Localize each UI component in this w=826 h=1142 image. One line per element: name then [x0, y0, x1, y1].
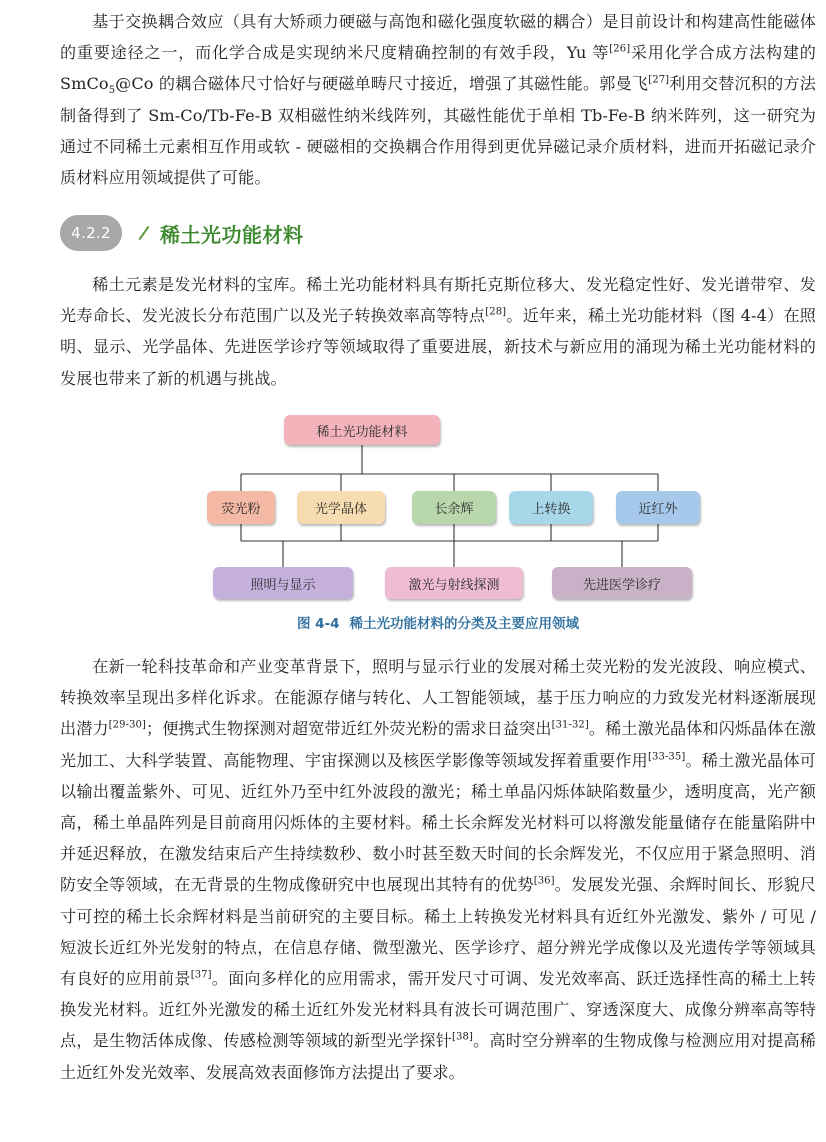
citation-29-30[interactable]: [29-30]: [108, 720, 147, 732]
text-run: 。面向多样化的应用需求，需开发尺寸可调、发光效率高、跃迁选择性高的稀土上转换发光材料。近红外光激发的稀土近红外发光材料具有波长可调范围广、穿透深度大、成像分辨率高等特点，是生物活体成像、传感检测等领域的新型光学探针: [60, 969, 816, 1051]
citation-36[interactable]: [36]: [533, 876, 555, 888]
subscript-5: 5: [108, 85, 116, 97]
text-run: 基于交换耦合效应（具有大矫顽力硬磁与高饱和磁化强度软磁的耦合）是目前设计和构建高性能磁体的重要途径之一，而化学合成是实现纳米尺度精确控制的有效手段，Yu 等: [60, 12, 816, 63]
text-run: ；便携式生物探测对超宽带近红外荧光粉的需求日益突出: [146, 719, 552, 739]
figure-caption-text: 稀土光功能材料的分类及主要应用领域: [349, 616, 580, 632]
text-run: 。稀土激光晶体和闪烁晶体在激光加工、大科学装置、高能物理、宇宙探测以及核医学影像等领域发挥着重要作用: [60, 719, 817, 770]
text-run: 采用化学合成方法构建的 SmCo: [60, 43, 817, 94]
citation-31-32[interactable]: [31-32]: [551, 720, 589, 732]
node-material-long-afterglow: 长余辉: [412, 491, 496, 524]
text-run: 。发展发光强、余辉时间长、形貌尺寸可控的稀土长余辉材料是当前研究的主要目标。稀土上转换发光材料具有近红外光激发、紫外 / 可见 / 短波长近红外光发射的特点，在信息存储、微型激光、医学诊疗、超分辨光学成像以及光遗传学等领域具有良好的应用前景: [60, 875, 816, 989]
paragraph-exchange-coupling: [60, 6, 816, 193]
section-number-badge: 4.2.2: [60, 215, 122, 251]
text-run: @Co 的耦合磁体尺寸恰好与硬磁单畴尺寸接近，增强了其磁性能。郭曼飞: [115, 74, 649, 94]
text-run: 利用交替沉积的方法制备得到了 Sm-Co/Tb-Fe-B 双相磁性纳米线阵列，其磁性能优于单相 Tb-Fe-B 纳米阵列，这一研究为通过不同稀土元素相互作用或软 - 硬磁相的交换耦合作用得到更优异磁记录介质材料，进而开拓磁记录介质材料应用领域提供了可能。: [60, 74, 816, 188]
text-run: 。高时空分辨率的生物成像与检测应用对提高稀土近红外发光效率、发展高效表面修饰方法提出了要求。: [60, 1031, 816, 1082]
figure-caption: [60, 612, 816, 632]
figure-4-4-diagram: [204, 407, 740, 607]
node-material-phosphor: 荧光粉: [207, 491, 275, 524]
citation-27[interactable]: [27]: [648, 75, 670, 87]
text-run: 在新一轮科技革命和产业变革背景下，照明与显示行业的发展对稀土荧光粉的发光波段、响应模式、转换效率呈现出多样化诉求。在能源存储与转化、人工智能领域，基于压力响应的力致发光材料逐渐展现出潜力: [60, 657, 816, 739]
text-run: 。近年来，稀土光功能材料（图 4-4）在照明、显示、光学晶体、先进医学诊疗等领域取得了重要进展，新技术与新应用的涌现为稀土光功能材料的发展也带来了新的机遇与挑战。: [60, 306, 816, 388]
citation-38[interactable]: [38]: [452, 1032, 473, 1044]
node-material-optical-crystal: 光学晶体: [297, 491, 385, 524]
citation-26[interactable]: [26]: [609, 43, 631, 55]
node-app-laser-ray-detection: 激光与射线探测: [385, 567, 523, 599]
text-run: 稀土元素是发光材料的宝库。稀土光功能材料具有斯托克斯位移大、发光稳定性好、发光谱带窄、发光寿命长、发光波长分布范围广以及光子转换效率高等特点: [60, 275, 816, 326]
node-root: 稀土光功能材料: [284, 415, 440, 445]
section-title: 稀土光功能材料: [160, 222, 304, 247]
node-material-upconversion: 上转换: [509, 491, 593, 524]
node-app-medical: 先进医学诊疗: [552, 567, 692, 599]
figure-number: 图 4-4: [296, 616, 340, 632]
section-heading: [60, 213, 304, 253]
citation-37[interactable]: [37]: [190, 969, 212, 981]
paragraph-rare-earth-optical: [60, 269, 816, 394]
text-run: 。稀土激光晶体可以输出覆盖紫外、可见、近红外乃至中红外波段的激光；稀土单晶闪烁体缺陷数量少，透明度高，光产额高，稀土单晶阵列是目前商用闪烁体的主要材料。稀土长余辉发光材料可以将激发能量储存在能量陷阱中并延迟释放，在激发结束后产生持续数秒、数小时甚至数天时间的长余辉发光，不仅应用于紧急照明、消防安全等领域，在无背景的生物成像研究中也展现出其特有的优势: [60, 750, 816, 895]
node-material-near-infrared: 近红外: [616, 491, 700, 524]
slash-divider-icon: [139, 226, 150, 240]
paragraph-development: [60, 651, 816, 1088]
citation-33-35[interactable]: [33-35]: [647, 751, 686, 763]
citation-28[interactable]: [28]: [485, 306, 507, 318]
node-app-lighting-display: 照明与显示: [213, 567, 353, 599]
